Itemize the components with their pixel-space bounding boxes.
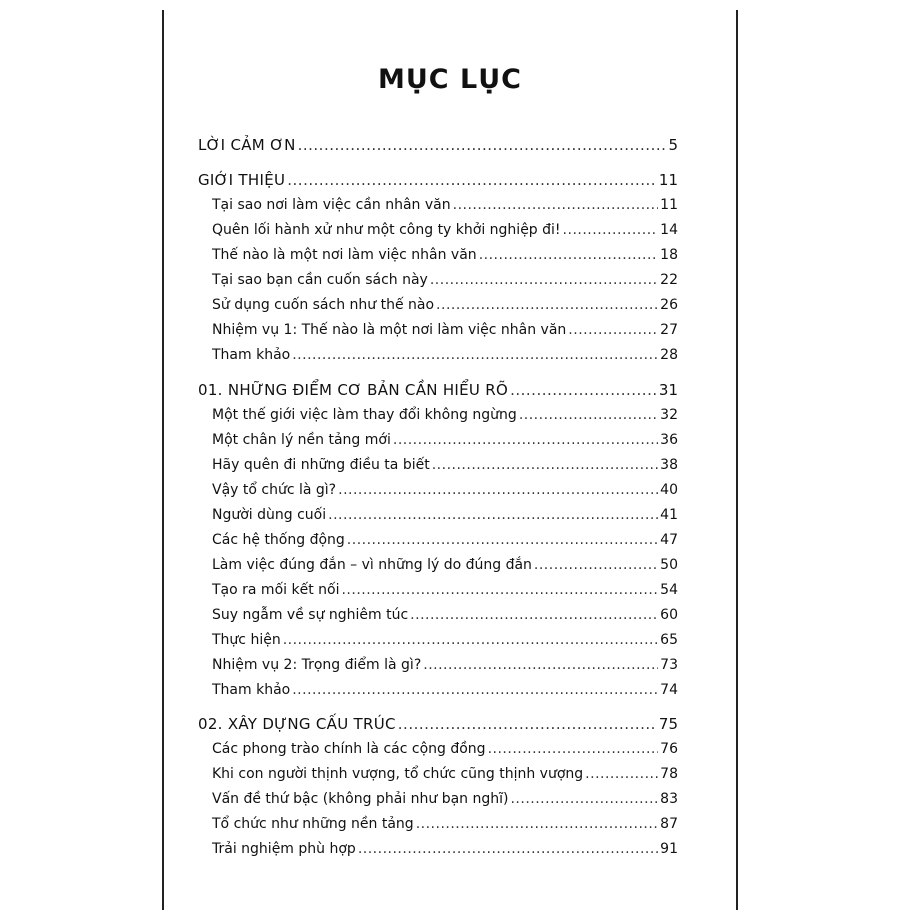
toc-page-number: 22 xyxy=(660,272,678,288)
dot-leader xyxy=(347,529,658,551)
toc-entry xyxy=(212,319,678,341)
toc-entry-label: 01. NHỮNG ĐIỂM CƠ BẢN CẦN HIỂU RÕ xyxy=(198,381,509,399)
dot-leader xyxy=(563,219,659,241)
dot-leader xyxy=(298,134,667,156)
toc-entry xyxy=(212,813,678,835)
toc-entry-label: Vấn đề thứ bậc (không phải như bạn nghĩ) xyxy=(212,791,509,807)
toc-page-number: 74 xyxy=(660,682,678,698)
toc-entry xyxy=(212,404,678,426)
toc-page-number: 38 xyxy=(660,457,678,473)
toc-entry xyxy=(212,529,678,551)
toc-page-number: 36 xyxy=(660,432,678,448)
toc-entry xyxy=(212,579,678,601)
toc-entry xyxy=(212,479,678,501)
toc-entry-label: Trải nghiệm phù hợp xyxy=(212,841,356,857)
toc-page-number: 18 xyxy=(660,247,678,263)
toc-entry xyxy=(212,429,678,451)
toc-entry xyxy=(212,554,678,576)
toc-entry-label: Quên lối hành xử như một công ty khởi nghiệp đi! xyxy=(212,222,561,238)
toc-entry-label: Tại sao bạn cần cuốn sách này xyxy=(212,272,428,288)
toc-page-number: 14 xyxy=(660,222,678,238)
toc-entry xyxy=(212,679,678,701)
dot-leader xyxy=(287,169,657,191)
dot-leader xyxy=(416,813,658,835)
dot-leader xyxy=(585,763,658,785)
toc-page-number: 91 xyxy=(660,841,678,857)
toc-section-heading xyxy=(198,379,678,401)
toc-entry xyxy=(212,763,678,785)
dot-leader xyxy=(292,344,658,366)
toc-page-number: 83 xyxy=(660,791,678,807)
toc-entry xyxy=(212,788,678,810)
toc-entry-label: Người dùng cuối xyxy=(212,507,327,523)
toc-entry xyxy=(212,294,678,316)
toc-entry-label: Tổ chức như những nền tảng xyxy=(212,816,414,832)
dot-leader xyxy=(430,269,658,291)
toc-entry xyxy=(212,738,678,760)
toc-page-number: 41 xyxy=(660,507,678,523)
toc-page-number: 26 xyxy=(660,297,678,313)
toc-entry-label: Tạo ra mối kết nối xyxy=(212,582,340,598)
dot-leader xyxy=(398,713,657,735)
toc-entry xyxy=(212,504,678,526)
toc-entry xyxy=(212,838,678,860)
dot-leader xyxy=(358,838,658,860)
dot-leader xyxy=(423,654,658,676)
toc-entry-label: Thực hiện xyxy=(212,632,281,648)
toc-entry-label: Các phong trào chính là các cộng đồng xyxy=(212,741,486,757)
dot-leader xyxy=(510,788,658,810)
toc-page-number: 11 xyxy=(658,171,678,189)
dot-leader xyxy=(283,629,658,651)
toc-entry xyxy=(212,244,678,266)
toc-section-heading xyxy=(198,713,678,735)
toc-entry-label: Tham khảo xyxy=(212,682,291,698)
toc-entry-label: Các hệ thống động xyxy=(212,532,345,548)
toc-page-number: 47 xyxy=(660,532,678,548)
toc-page-number: 60 xyxy=(660,607,678,623)
toc-page-number: 78 xyxy=(660,766,678,782)
toc-page-number: 40 xyxy=(660,482,678,498)
dot-leader xyxy=(534,554,658,576)
toc-entry xyxy=(212,604,678,626)
dot-leader xyxy=(519,404,658,426)
toc-page-number: 32 xyxy=(660,407,678,423)
toc-entry xyxy=(212,344,678,366)
dot-leader xyxy=(432,454,658,476)
toc-entry-label: Nhiệm vụ 2: Trọng điểm là gì? xyxy=(212,657,422,673)
toc-page-number: 27 xyxy=(660,322,678,338)
toc-entry-label: Hãy quên đi những điều ta biết xyxy=(212,457,430,473)
toc-page-number: 11 xyxy=(660,197,678,213)
toc-entry-label: Sử dụng cuốn sách như thế nào xyxy=(212,297,435,313)
toc-entry-label: Khi con người thịnh vượng, tổ chức cũng thịnh vượng xyxy=(212,766,584,782)
toc-page-number: 31 xyxy=(658,381,678,399)
dot-leader xyxy=(436,294,658,316)
page-title: MỤC LỤC xyxy=(378,64,522,95)
dot-leader xyxy=(338,479,658,501)
toc-page-number: 50 xyxy=(660,557,678,573)
toc-page-number: 65 xyxy=(660,632,678,648)
dot-leader xyxy=(453,194,659,216)
toc-entry-label: 02. XÂY DỰNG CẤU TRÚC xyxy=(198,715,396,733)
toc-entry-label: Suy ngẫm về sự nghiêm túc xyxy=(212,607,409,623)
toc-page-number: 87 xyxy=(660,816,678,832)
toc-section-heading xyxy=(198,134,678,156)
toc-entry-label: GIỚI THIỆU xyxy=(198,171,286,189)
toc-entry xyxy=(212,454,678,476)
toc-entry-label: Thế nào là một nơi làm việc nhân văn xyxy=(212,247,477,263)
toc-page-number: 76 xyxy=(660,741,678,757)
toc-page-number: 28 xyxy=(660,347,678,363)
dot-leader xyxy=(510,379,657,401)
toc-entry-label: Vậy tổ chức là gì? xyxy=(212,482,337,498)
toc-entry-label: Một chân lý nền tảng mới xyxy=(212,432,391,448)
toc-entry xyxy=(212,654,678,676)
toc-page-number: 75 xyxy=(658,715,678,733)
toc-entry-label: Làm việc đúng đắn – vì những lý do đúng đắn xyxy=(212,557,532,573)
toc-entry xyxy=(212,269,678,291)
toc-section-heading xyxy=(198,169,678,191)
dot-leader xyxy=(410,604,658,626)
toc-entry-label: LỜI CẢM ƠN xyxy=(198,136,296,154)
toc-entry-label: Nhiệm vụ 1: Thế nào là một nơi làm việc nhân văn xyxy=(212,322,567,338)
dot-leader xyxy=(479,244,658,266)
toc-page-number: 73 xyxy=(660,657,678,673)
dot-leader xyxy=(292,679,658,701)
dot-leader xyxy=(488,738,659,760)
toc-entry xyxy=(212,219,678,241)
toc-entry-label: Tham khảo xyxy=(212,347,291,363)
toc-entry-label: Một thế giới việc làm thay đổi không ngừng xyxy=(212,407,517,423)
toc-entry-label: Tại sao nơi làm việc cần nhân văn xyxy=(212,197,451,213)
dot-leader xyxy=(328,504,658,526)
toc-entry xyxy=(212,194,678,216)
dot-leader xyxy=(393,429,658,451)
dot-leader xyxy=(568,319,658,341)
toc-entry xyxy=(212,629,678,651)
dot-leader xyxy=(341,579,658,601)
toc-page-number: 54 xyxy=(660,582,678,598)
toc-page-number: 5 xyxy=(668,136,678,154)
